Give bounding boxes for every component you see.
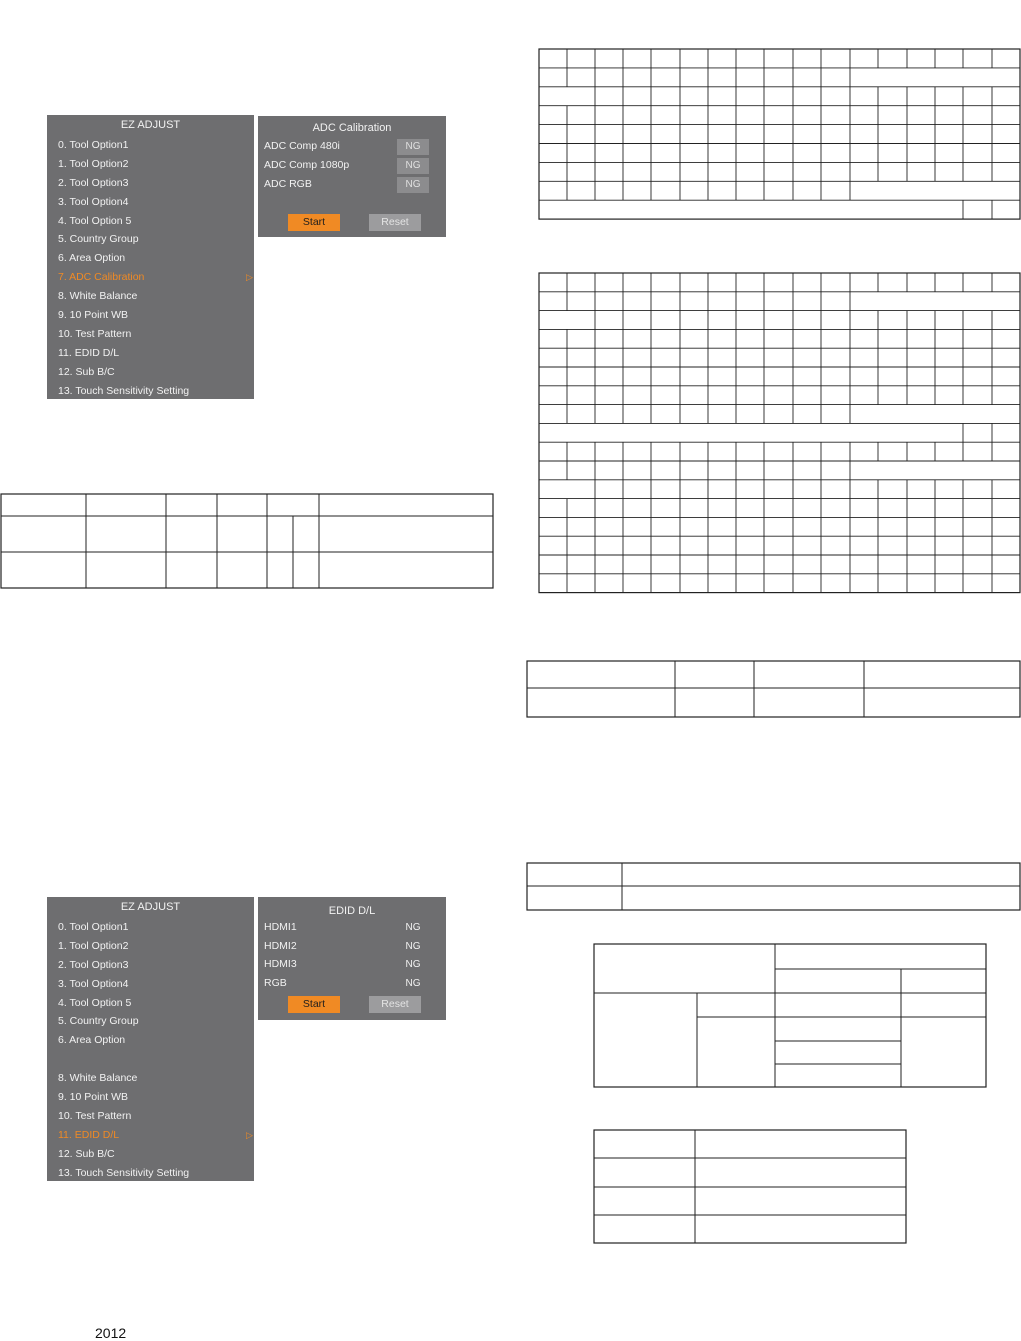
start-button[interactable]: Start (288, 996, 340, 1013)
menu-title: EZ ADJUST (120, 901, 181, 913)
menu-item-label: 1. Tool Option2 (58, 939, 129, 952)
row-label: ADC Comp 480i (264, 140, 340, 152)
row-label: RGB (264, 976, 287, 989)
menu-item-label: 8. White Balance (58, 1072, 138, 1085)
status-badge: NG (397, 177, 429, 193)
menu-item-label: 12. Sub B/C (58, 365, 115, 378)
menu-item-label: 3. Tool Option4 (58, 195, 129, 208)
menu-item-label: 9. 10 Point WB (58, 1091, 129, 1104)
table-border (594, 944, 986, 1087)
reset-button[interactable]: Reset (369, 996, 421, 1013)
status-text: NG (405, 959, 421, 970)
menu-item-label: 5. Country Group (58, 233, 139, 246)
menu-item-label: 11. EDID D/L (58, 346, 120, 359)
menu-item-label: 5. Country Group (58, 1015, 139, 1028)
status-text: NG (405, 940, 421, 952)
table-border (539, 273, 1020, 593)
row-label: HDMI1 (264, 921, 297, 933)
menu-title: EZ ADJUST (120, 119, 181, 131)
status-badge: NG (397, 158, 429, 174)
menu-item-label: 2. Tool Option3 (58, 176, 129, 189)
menu-item-label: 1. Tool Option2 (58, 157, 129, 170)
footer-year: 2012 (95, 1325, 127, 1341)
menu-item-label: 9. 10 Point WB (58, 309, 129, 322)
menu-item-label: 4. Tool Option 5 (58, 214, 132, 227)
row-label: ADC RGB (264, 178, 312, 190)
table-border (1, 494, 493, 588)
panel-title: EDID D/L (328, 905, 376, 917)
row-label: HDMI2 (264, 939, 297, 952)
status-badge: NG (397, 139, 429, 155)
menu-item-label: 0. Tool Option1 (58, 921, 129, 933)
table-border (539, 49, 1020, 219)
menu-item-label: 13. Touch Sensitivity Setting (58, 1166, 190, 1179)
status-text: NG (405, 977, 421, 989)
menu-item-label: 13. Touch Sensitivity Setting (58, 384, 190, 397)
menu-item-label: 11. EDID D/L (58, 1128, 120, 1141)
reset-button[interactable]: Reset (369, 214, 421, 231)
row-label: ADC Comp 1080p (264, 159, 350, 171)
submenu-arrow-icon: ▷ (246, 272, 253, 283)
menu-item-label: 8. White Balance (58, 290, 138, 303)
row-label: HDMI3 (264, 958, 297, 970)
submenu-arrow-icon: ▷ (246, 1129, 253, 1140)
menu-item-label: 12. Sub B/C (58, 1147, 115, 1160)
menu-item-label: 2. Tool Option3 (58, 958, 129, 971)
menu-item-label: 10. Test Pattern (58, 327, 132, 340)
panel-title: ADC Calibration (312, 122, 392, 134)
menu-item-label: 4. Tool Option 5 (58, 996, 132, 1009)
menu-item-label: 0. Tool Option1 (58, 139, 129, 151)
menu-item-label: 6. Area Option (58, 252, 126, 265)
menu-item-label: 7. ADC Calibration (58, 271, 145, 284)
menu-item-label: 6. Area Option (58, 1034, 126, 1047)
table-border (527, 661, 1020, 717)
menu-item-label: 10. Test Pattern (58, 1110, 132, 1123)
status-text: NG (405, 922, 421, 933)
start-button[interactable]: Start (288, 214, 340, 231)
menu-item-label: 3. Tool Option4 (58, 977, 129, 990)
